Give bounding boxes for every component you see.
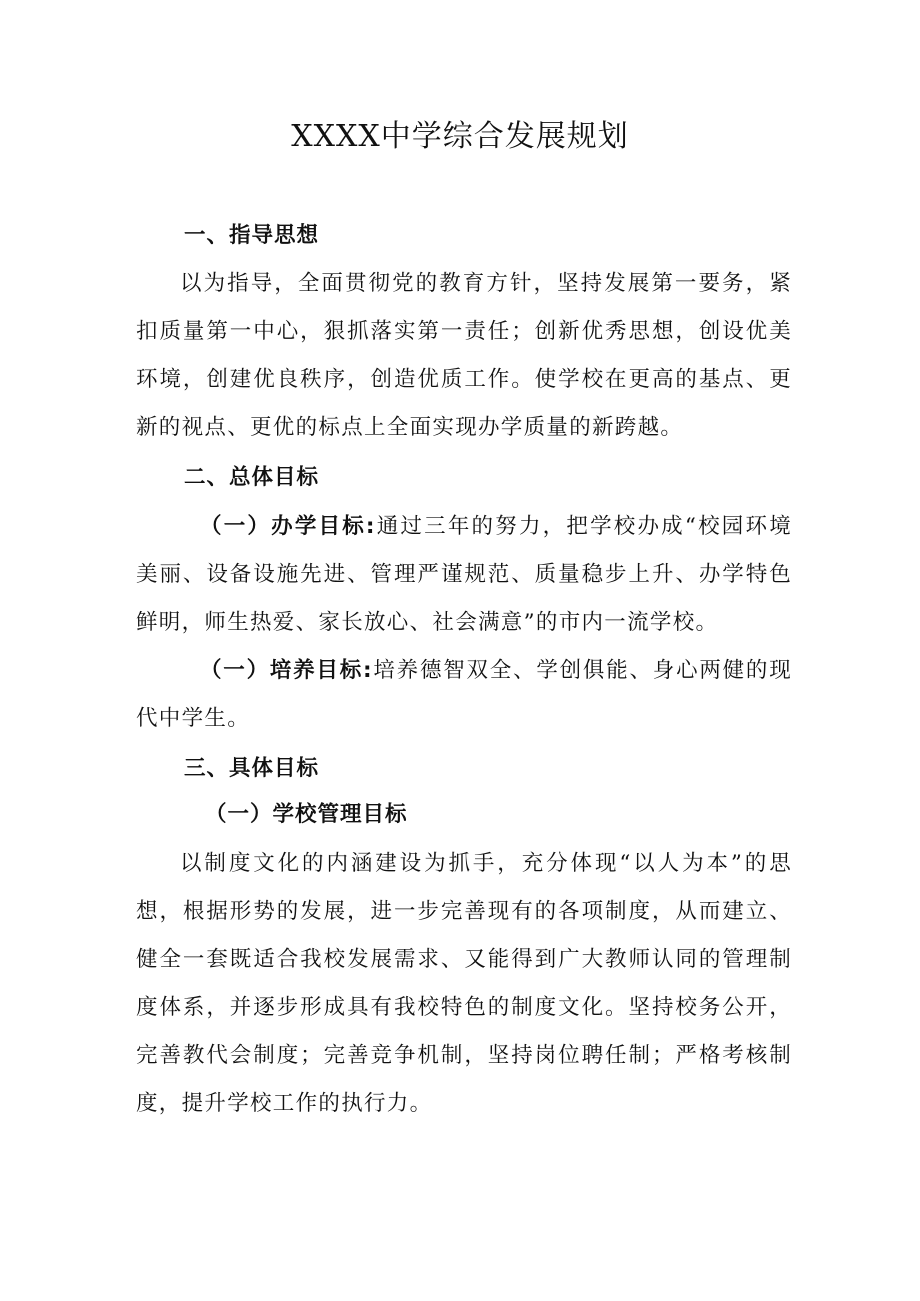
paragraph-school-goal xyxy=(136,503,792,647)
text-line: 以制度文化的内涵建设为抓手，充分体现“以人为本”的思 xyxy=(180,851,792,876)
text-line: 以为指导，全面贯彻党的教育方针，坚持发展第一要务，紧 xyxy=(180,271,792,296)
section-heading-specific-goals: 三、具体目标 xyxy=(184,756,320,781)
training-goal-text: 培养德智双全、学创俱能、身心两健的现 xyxy=(372,658,792,683)
paragraph-school-management xyxy=(136,840,792,1128)
text-line xyxy=(136,647,792,695)
text-line: 健全一套既适合我校发展需求、又能得到广大教师认同的管理制 xyxy=(136,947,792,972)
text-line: 环境，创建优良秩序，创造优质工作。使学校在更高的基点、更 xyxy=(136,367,792,392)
text-line: 度，提升学校工作的执行力。 xyxy=(136,1091,433,1116)
training-goal-label: （一）培养目标: xyxy=(200,658,373,683)
subheading-school-management-goal: （一）学校管理目标 xyxy=(205,802,408,827)
text-line: 扣质量第一中心，狠抓落实第一责任；创新优秀思想，创设优美 xyxy=(136,319,792,344)
school-goal-label: （一）办学目标: xyxy=(200,514,376,539)
paragraph-training-goal xyxy=(136,647,792,743)
document-title: XXXX中学综合发展规划 xyxy=(291,119,629,154)
text-line: 鲜明，师生热爱、家长放心、社会满意”的市内一流学校。 xyxy=(136,610,719,635)
text-line: 想，根据形势的发展，进一步完善现有的各项制度，从而建立、 xyxy=(136,899,792,924)
text-line: 新的视点、更优的标点上全面实现办学质量的新跨越。 xyxy=(136,415,684,440)
text-line: 度体系，并逐步形成具有我校特色的制度文化。坚持校务公开， xyxy=(136,995,792,1020)
text-line: 代中学生。 xyxy=(136,706,251,731)
text-line: 完善教代会制度；完善竞争机制，坚持岗位聘任制；严格考核制 xyxy=(136,1043,792,1068)
school-goal-text: 通过三年的努力，把学校办成“校园环境 xyxy=(375,514,792,539)
paragraph-guiding-ideology xyxy=(136,260,792,452)
section-heading-overall-goals: 二、总体目标 xyxy=(184,465,320,490)
text-line: 美丽、设备设施先进、管理严谨规范、质量稳步上升、办学特色 xyxy=(136,562,792,587)
text-line xyxy=(136,503,792,551)
section-heading-guiding-ideology: 一、指导思想 xyxy=(184,223,320,248)
